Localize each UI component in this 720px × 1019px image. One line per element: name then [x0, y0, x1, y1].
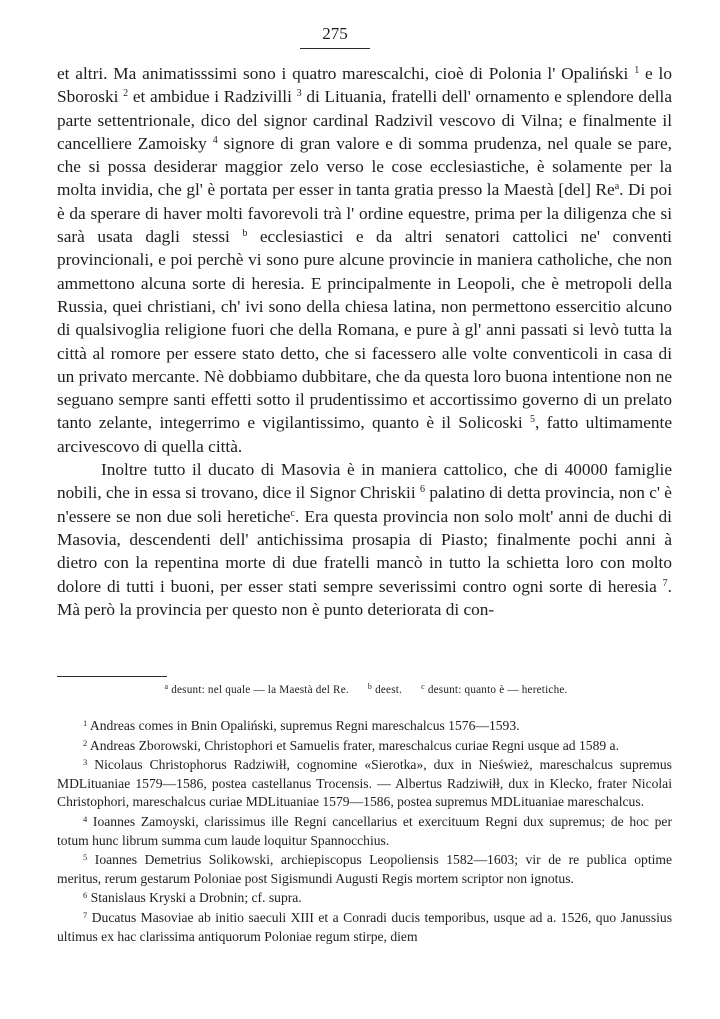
apparatus-entry: $^a$ desunt: nel quale — la Maestà del Re. [164, 682, 349, 696]
paragraph [57, 62, 672, 458]
footnote: $^3$ Nicolaus Christophorus Radziwiłł, cognomine «Sierotka», dux in Nieśwież, mareschalcus supremus MDLituaniae 1579—1586, postea castellanus Trocensis. — Albertus Radziwiłł, dux in Klecko, frater Nicolai Christophori, mareschalcus curiae MDLituaniae 1579—1586, postea supremus MDLituaniae mareschalcus. [57, 757, 672, 810]
paragraph [57, 458, 672, 621]
text-run: di Lituania, fratelli dell' ornamento e splendore della parte settentrionale, dico del signor cardinal Radzivil vescovo di Vilna; e finalmente il cancelliere Zamoisky [57, 87, 673, 153]
text-run: signore di gran valore e di somma prudenza, nel quale se pare, che si possa desiderar maggior zelo verso le cose ecclesiastiche, è solamente per la molta invidia, che gl' è portata per esser in tanta gratia presso la Maestà [del] Re [57, 133, 673, 200]
text-run: . Mà però la provincia per questo non è punto deteriorata di con- [57, 576, 672, 619]
footnote-marker: 7 [662, 577, 668, 589]
footnote-marker: 5 [529, 414, 535, 426]
footnote: $^1$ Andreas comes in Bnin Opaliński, supremus Regni mareschalcus 1576—1593. [83, 718, 520, 733]
footnote: $^5$ Ioannes Demetrius Solikowski, archiepiscopus Leopoliensis 1582—1603; vir de re publica optime meritus, rerum gestarum Poloniae post Sigismundi Augusti Regis mortem scriptor non ignotus. [57, 852, 672, 886]
footnote-marker: 2 [123, 88, 129, 100]
text-run: , fatto ultimamente arcivescovo di quella città. [57, 413, 672, 456]
footnote-marker: 1 [634, 65, 640, 76]
footnote-divider [57, 676, 167, 677]
footnote-marker: 4 [212, 134, 218, 146]
footnote-marker: b [242, 228, 248, 240]
critical-apparatus [60, 684, 672, 696]
text-run: ecclesiastici e da altri senatori cattolici ne' conventi provincionali, e poi perchè vi sono pure alcune provincie in maniera catholiche, che non ammettono alcuna sorte di heresia. E principalmente in Leopoli, che è metropoli della Russia, quei christiani, ch' ivi sono della chiesa latina, non permettono essercitio alcuno di qualsivoglia religione fuori che della Romana, e pure à gl' anni passati si levò tutta la città al romore per essere stato detto, che si facessero alle volte conventicoli in casa di un privato mercante. Nè dobbiamo dubbitare, che da questa loro buona intentione non ne seguano sempre santi effetti sotto il prudentissimo et accortissimo governo di un prelato tanto zelante, integerrimo e vigilantissimo, quanto è il Solicoski [57, 227, 672, 433]
apparatus-entry: $^b$ deest. [367, 682, 403, 696]
text-run: et altri. Ma animatisssimi sono i quatro marescalchi, cioè di Polonia l' Opaliński [57, 64, 635, 83]
footnote-marker: 6 [420, 484, 425, 496]
main-text [57, 62, 672, 621]
text-run: . Era questa provincia non solo molt' anni de duchi di Masovia, descendenti dell' antichissima prosapia di Piasto; finalmente pochi anni à dietro con la repentina morte di due fratelli mancò in tutto la schietta loro con molto dolore di tutti i buoni, per esser stati sempre severissimi contro ogni sorte di heresia [57, 506, 672, 596]
footnote: $^2$ Andreas Zborowski, Christophori et Samuelis frater, mareschalcus curiae Regni usque ad 1589 a. [83, 737, 619, 753]
footnote-marker: 3 [296, 88, 302, 100]
text-run: e lo Sboroski [57, 64, 672, 107]
page-number: 275 [300, 24, 370, 49]
footnote: $^4$ Ioannes Zamoyski, clarissimus ille Regni cancellarius et exercituum Regni dux supremus; de hoc per totum hunc librum summa cum laude loquitur Spannocchius. [57, 813, 672, 848]
footnote: $^7$ Ducatus Masoviae ab initio saeculi XIII et a Conradi ducis temporibus, usque ad a. 1526, quo Janussius ultimus ex hac clarissima antiquorum Poloniae regum stirpe, diem [57, 909, 672, 944]
footnotes [57, 717, 672, 947]
footnote: $^6$ Stanislaus Kryski a Drobnin; cf. supra. [83, 890, 302, 906]
text-run: palatino di detta provincia, non c' è n'essere se non due soli heretiche [57, 483, 672, 526]
footnote-marker: a [614, 181, 620, 193]
text-run: et ambidue i Radzivilli [128, 87, 297, 107]
text-run: . Di poi è da sperare di haver molti favorevoli trà l' ordine equestre, prima per la diligenza che si sarà usata dagli stessi [57, 180, 672, 247]
text-run: Inoltre tutto il ducato di Masovia è in maniera cattolico, che di 40000 famiglie nobili, che in essa si trovano, dice il Signor Chriskii [57, 460, 672, 503]
footnote-marker: c [290, 507, 295, 519]
apparatus-entry: $^c$ desunt: quanto è — heretiche. [421, 682, 568, 696]
